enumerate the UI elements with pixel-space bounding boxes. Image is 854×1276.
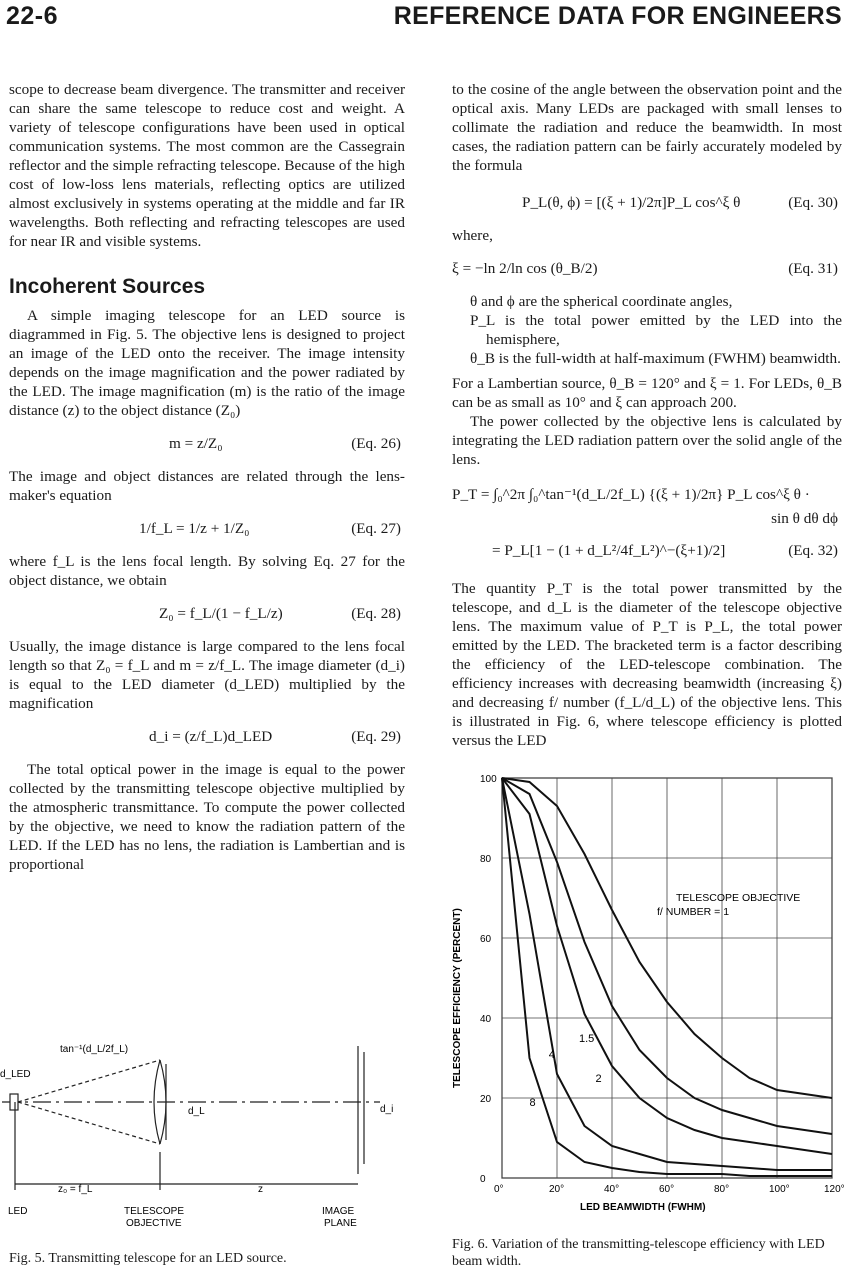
right-column xyxy=(452,80,842,750)
definition-list xyxy=(452,292,842,368)
equation-number: (Eq. 27) xyxy=(351,520,401,537)
equation-31 xyxy=(452,259,842,278)
equation-number: (Eq. 30) xyxy=(788,194,838,211)
annotation-fnumber: f/ NUMBER = 1 xyxy=(657,906,730,918)
paragraph: Usually, the image distance is large compared to the lens focal length so that Z₀ = f_L and m = z/f_L. The image diameter (d_i) is equal to the LED diameter (d_LED) multiplied by the magnification xyxy=(9,638,405,712)
x-tick-label: 20° xyxy=(549,1184,565,1195)
x-tick-label: 40° xyxy=(604,1184,620,1195)
equation-text: sin θ dθ dϕ xyxy=(771,510,838,527)
equation-29 xyxy=(9,727,405,746)
equation-28 xyxy=(9,604,405,623)
paragraph: The total optical power in the image is equal to the power collected by the transmitting telescope objective multiplied by the atmospheric transmittance. To compute the power collected by the objective, we need to know the radiation pattern of the LED. If the LED has no lens, the radiation is Lambertian and is proportional xyxy=(9,761,405,873)
image-label: IMAGE xyxy=(322,1206,355,1217)
definition-item: θ_B is the full-width at half-maximum (FWHM) beamwidth. xyxy=(470,350,841,367)
equation-text: Z₀ = f_L/(1 − f_L/z) xyxy=(159,605,283,622)
efficiency-chart xyxy=(452,758,852,1218)
equation-number: (Eq. 26) xyxy=(351,435,401,452)
dl-label: d_L xyxy=(188,1106,205,1117)
dled-label: d_LED xyxy=(0,1069,31,1080)
equation-text: P_T = ∫₀^2π ∫₀^tan⁻¹(d_L/2f_L) {(ξ + 1)/2π} P_L cos^ξ θ · xyxy=(452,486,810,503)
y-tick-label: 40 xyxy=(480,1014,492,1025)
equation-number: (Eq. 29) xyxy=(351,728,401,745)
y-axis-label: TELESCOPE EFFICIENCY (PERCENT) xyxy=(452,908,463,1088)
series-label: 8 xyxy=(529,1097,536,1109)
equation-27 xyxy=(9,519,405,538)
equation-30 xyxy=(452,193,842,212)
telescope-diagram xyxy=(0,1042,430,1232)
annotation-telescope: TELESCOPE OBJECTIVE xyxy=(676,892,801,904)
paragraph: For a Lambertian source, θ_B = 120° and ξ = 1. For LEDs, θ_B can be as small as 10° and ξ can approach 200. xyxy=(452,375,842,411)
figure-caption: Fig. 5. Transmitting telescope for an LED source. xyxy=(9,1251,287,1266)
equation-text: 1/f_L = 1/z + 1/Z₀ xyxy=(139,520,250,537)
x-axis-label: LED BEAMWIDTH (FWHM) xyxy=(580,1202,706,1213)
definition-item: θ and ϕ are the spherical coordinate angles, xyxy=(470,293,733,310)
paragraph: where, xyxy=(452,227,493,244)
angle-label: tan⁻¹(d_L/2f_L) xyxy=(60,1044,129,1055)
running-header: REFERENCE DATA FOR ENGINEERS xyxy=(393,2,842,30)
paragraph: The power collected by the objective lens is calculated by integrating the LED radiation pattern over the solid angle of the lens. xyxy=(452,413,842,468)
equation-text: ξ = −ln 2/ln cos (θ_B/2) xyxy=(452,260,598,277)
y-tick-label: 0 xyxy=(480,1174,486,1185)
y-tick-label: 60 xyxy=(480,934,492,945)
z-label: z xyxy=(258,1184,263,1195)
y-tick-label: 80 xyxy=(480,854,492,865)
figure-caption: Fig. 6. Variation of the transmitting-telescope efficiency with LED beam width. xyxy=(452,1237,825,1269)
paragraph: The image and object distances are related through the lens-maker's equation xyxy=(9,468,405,504)
telescope-label: TELESCOPE xyxy=(124,1206,185,1217)
x-tick-label: 80° xyxy=(714,1184,730,1195)
paragraph: The quantity P_T is the total power transmitted by the telescope, and d_L is the diameter of the telescope objective lens. The maximum value of P_T is P_L, the total power emitted by the LED. The bracketed term is a factor describing the efficiency of the LED-telescope combination. The efficiency increases with decreasing beamwidth (increasing ξ) and decreasing f/ number (f_L/d_L) of the objective lens. This is illustrated in Fig. 6, where telescope efficiency is plotted versus the LED xyxy=(452,580,842,749)
y-tick-label: 100 xyxy=(480,774,497,785)
equation-number: (Eq. 32) xyxy=(788,542,838,559)
paragraph: A simple imaging telescope for an LED source is diagrammed in Fig. 5. The objective lens is designed to project an image of the LED onto the receiver. The image intensity depends on the image magnification and the power radiated by the LED. The image magnification (m) is the ratio of the image distance (z) to the object distance (Z₀) xyxy=(9,307,405,419)
x-tick-label: 0° xyxy=(494,1184,504,1195)
zo-label: z₀ = f_L xyxy=(58,1184,93,1195)
equation-text: = P_L[1 − (1 + d_L²/4f_L²)^−(ξ+1)/2] xyxy=(492,542,726,559)
series-label: 1.5 xyxy=(579,1033,595,1045)
definition-item: P_L is the total power emitted by the LED into the hemisphere, xyxy=(470,312,842,348)
series-label: 2 xyxy=(595,1073,602,1085)
page-number: 22-6 xyxy=(6,2,59,30)
left-column xyxy=(9,80,405,874)
equation-text: P_L(θ, ϕ) = [(ξ + 1)/2π]P_L cos^ξ θ xyxy=(522,194,741,211)
di-label: d_i xyxy=(380,1104,394,1115)
y-tick-label: 20 xyxy=(480,1094,492,1105)
equation-text: d_i = (z/f_L)d_LED xyxy=(149,728,273,745)
plane-label: PLANE xyxy=(324,1218,357,1229)
x-tick-label: 100° xyxy=(769,1184,790,1195)
led-label: LED xyxy=(8,1206,28,1217)
equation-32 xyxy=(452,485,842,565)
equation-26 xyxy=(9,434,405,453)
paragraph: scope to decrease beam divergence. The transmitter and receiver can share the same telescope to reduce cost and weight. A variety of telescope configurations have been used in optical communication systems. The most common are the Cassegrain reflector and the simple refracting telescope. Because of the high cost of low-loss lens materials, reflecting optics are utilized almost exclusively in systems operating at the middle and far IR wavelengths. Both reflecting and refracting telescopes are used for near IR and visible systems. xyxy=(9,81,405,250)
series-label: 4 xyxy=(548,1049,555,1061)
equation-number: (Eq. 31) xyxy=(788,260,838,277)
section-heading: Incoherent Sources xyxy=(9,275,206,298)
x-tick-label: 120° xyxy=(824,1184,845,1195)
paragraph: where f_L is the lens focal length. By solving Eq. 27 for the object distance, we obtain xyxy=(9,553,405,589)
x-tick-label: 60° xyxy=(659,1184,675,1195)
equation-number: (Eq. 28) xyxy=(351,605,401,622)
objective-label: OBJECTIVE xyxy=(126,1218,182,1229)
equation-text: m = z/Z₀ xyxy=(169,435,223,452)
paragraph: to the cosine of the angle between the observation point and the optical axis. Many LEDs are packaged with small lenses to collimate the radiation and reduce the beamwidth. In most cases, the radiation pattern can be fairly accurately modeled by the formula xyxy=(452,81,842,174)
